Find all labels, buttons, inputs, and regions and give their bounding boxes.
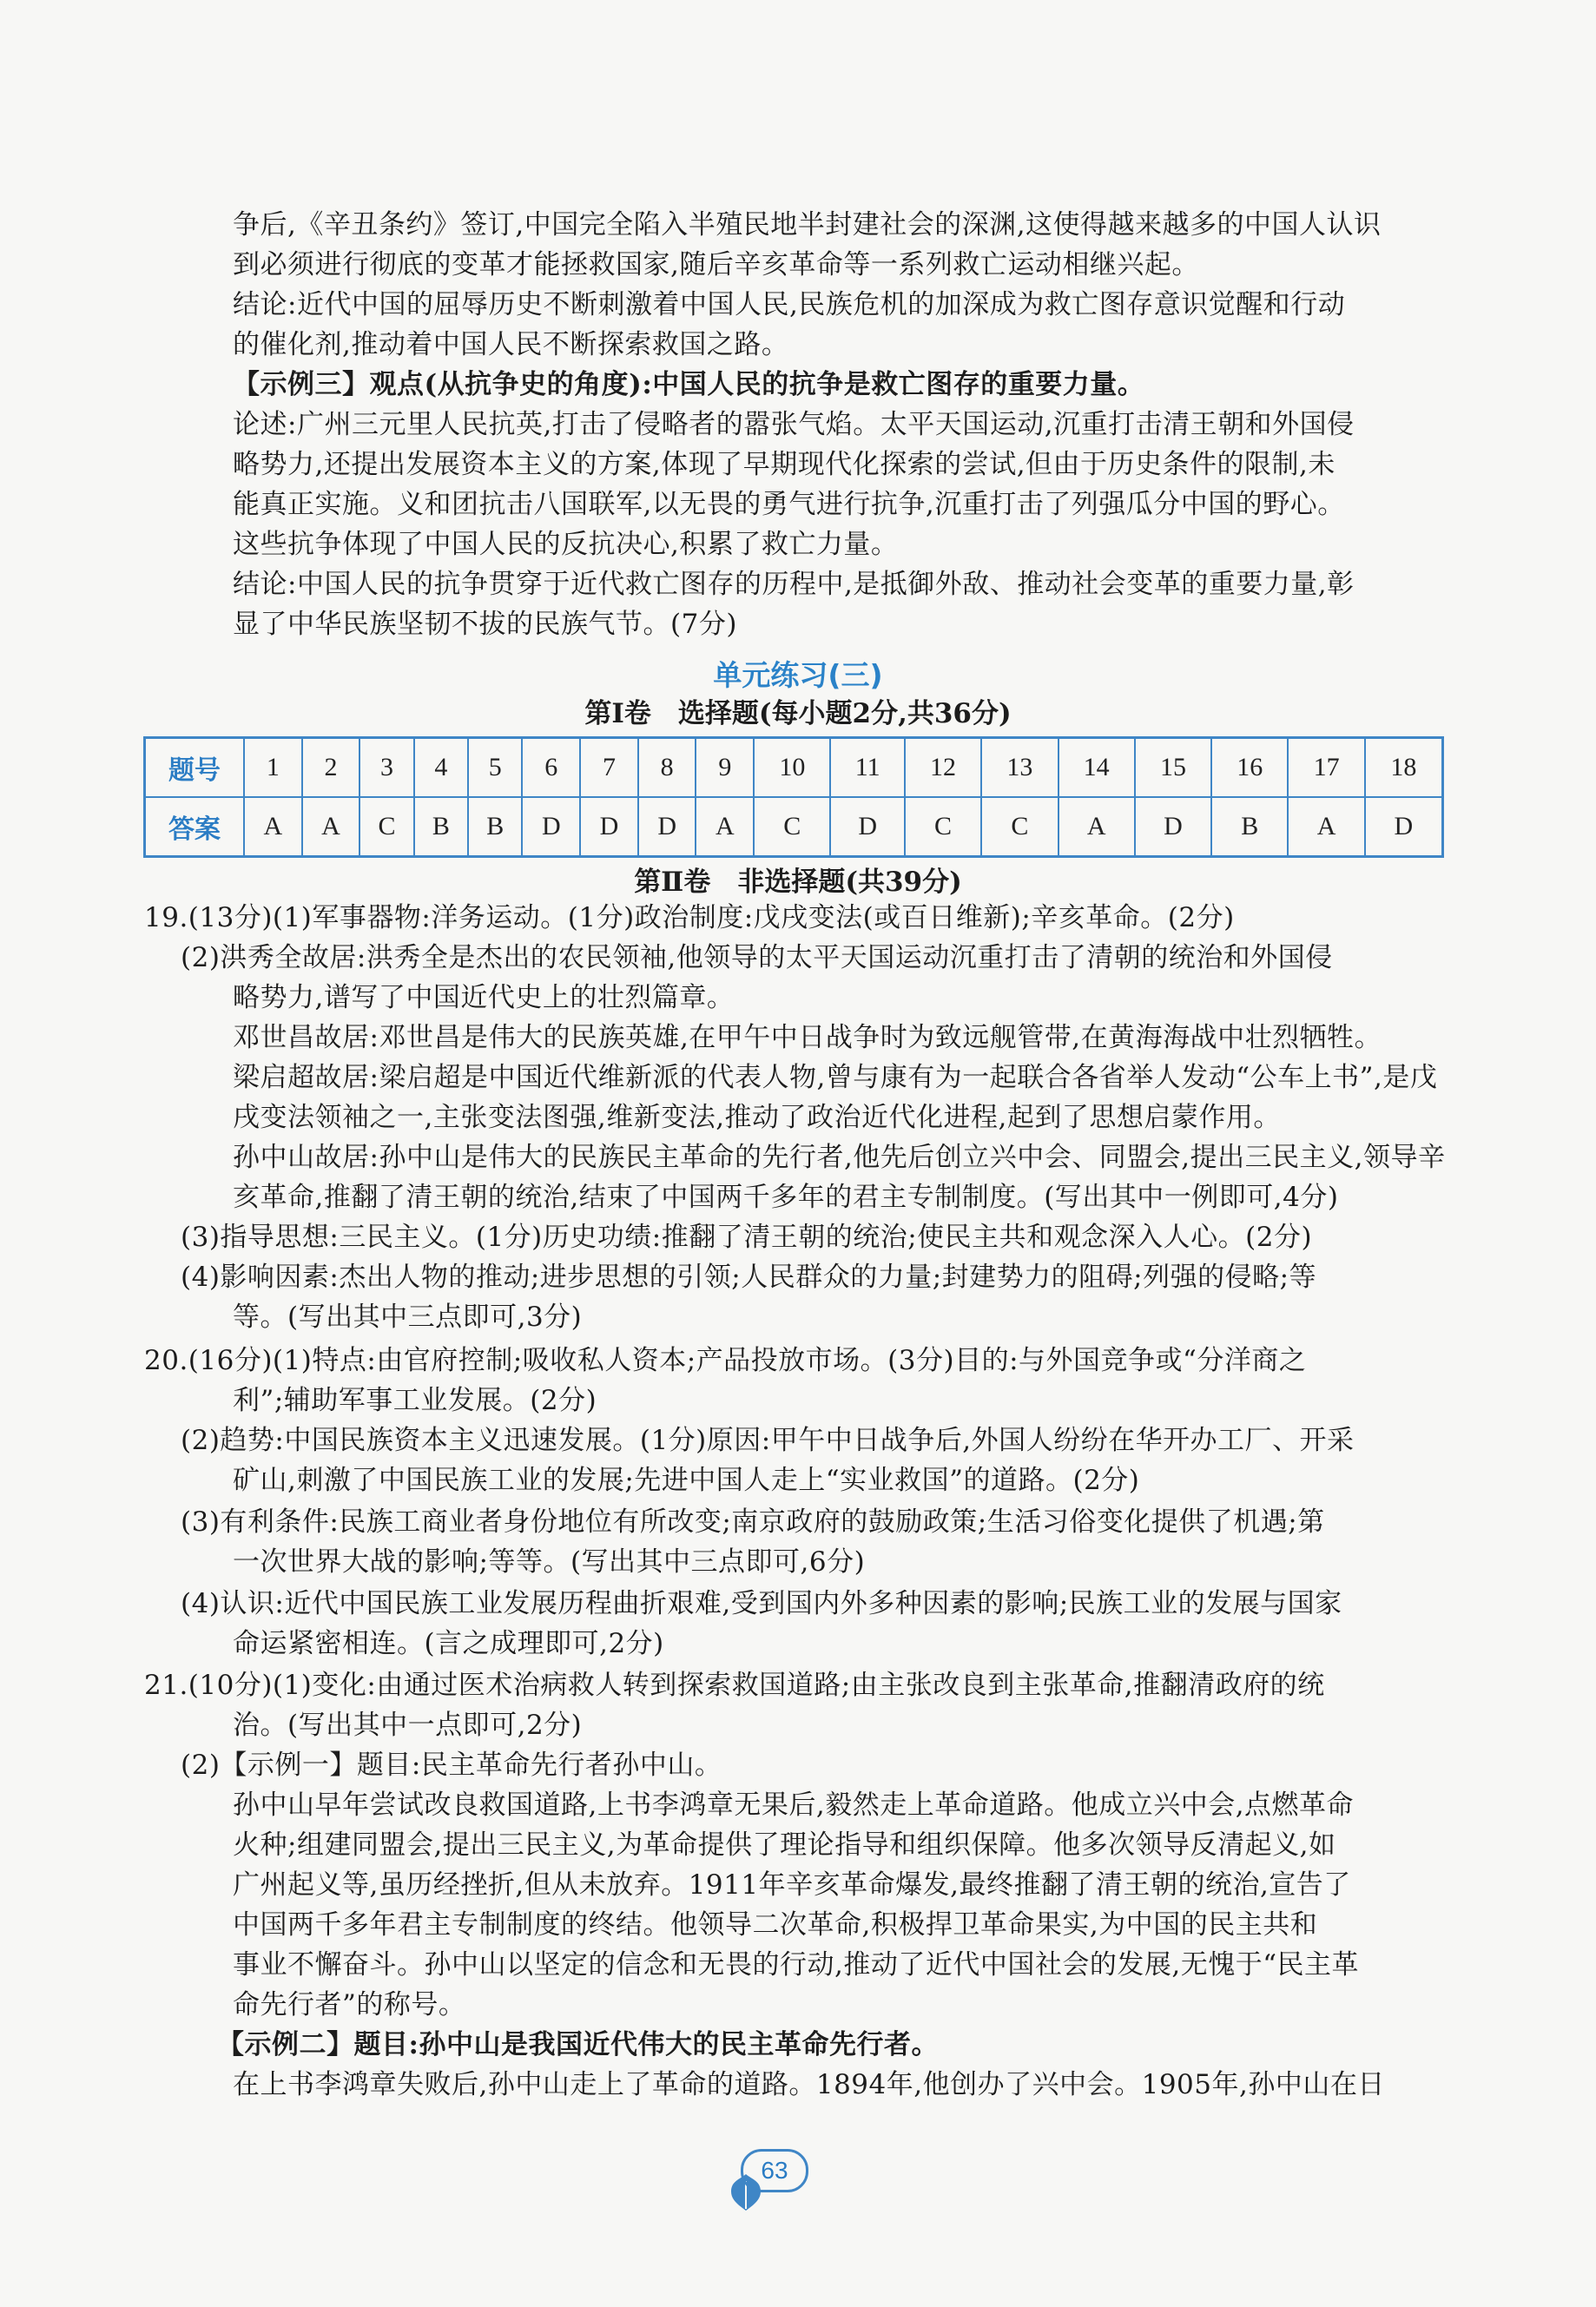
text-line: 到必须进行彻底的变革才能拯救国家,随后辛亥革命等一系列救亡运动相继兴起。 [233, 249, 1199, 280]
answer-cell: D [638, 797, 696, 857]
row-header: 答案 [145, 797, 245, 857]
text-line: 中国两千多年君主专制制度的终结。他领导二次革命,积极捍卫革命果实,为中国的民主共和 [233, 1909, 1318, 1941]
answer-cell: C [359, 797, 413, 857]
page-number: 63 [741, 2149, 808, 2192]
text-line: 利”;辅助军事工业发展。(2分) [233, 1385, 597, 1416]
text-line: 梁启超故居:梁启超是中国近代维新派的代表人物,曾与康有为一起联合各省举人发动“公车上书”,是戊 [233, 1062, 1438, 1093]
text-line: 争后,《辛丑条约》签订,中国完全陷入半殖民地半封建社会的深渊,这使得越来越多的中国人认识 [233, 209, 1382, 241]
text-line: 治。(写出其中一点即可,2分) [233, 1710, 583, 1741]
text-line: 戌变法领袖之一,主张变法图强,维新变法,推动了政治近代化进程,起到了思想启蒙作用。 [233, 1102, 1281, 1133]
text-line: 孙中山早年尝试改良救国道路,上书李鸿章无果后,毅然走上革命道路。他成立兴中会,点燃革命 [233, 1790, 1355, 1821]
text-line: 矿山,刺激了中国民族工业的发展;先进中国人走上“实业救国”的道路。(2分) [233, 1465, 1140, 1496]
answer-cell: B [468, 797, 522, 857]
answer-cell: D [1135, 797, 1211, 857]
question-number: 14 [1059, 738, 1135, 798]
question-number: 9 [696, 738, 754, 798]
text-line: 邓世昌故居:邓世昌是伟大的民族英雄,在甲午中日战争时为致远舰管带,在黄海海战中壮烈牺牲。 [233, 1022, 1382, 1053]
answer-cell: B [414, 797, 468, 857]
answer-cell: D [1365, 797, 1443, 857]
text-line: (4)认识:近代中国民族工业发展历程曲折艰难,受到国内外多种因素的影响;民族工业的发展与国家 [181, 1588, 1342, 1619]
text-line: 结论:中国人民的抗争贯穿于近代救亡图存的历程中,是抵御外敌、推动社会变革的重要力量,彰 [233, 569, 1355, 600]
text-line: (3)有利条件:民族工商业者身份地位有所改变;南京政府的鼓励政策;生活习俗变化提供了机遇;第 [181, 1506, 1325, 1538]
question-number-row [145, 738, 1443, 798]
text-line: 的催化剂,推动着中国人民不断探索救国之路。 [233, 329, 789, 360]
text-line: 19.(13分)(1)军事器物:洋务运动。(1分)政治制度:戊戌变法(或百日维新);辛亥革命。(2分) [144, 902, 1235, 933]
answer-cell: A [1059, 797, 1135, 857]
answer-cell: C [905, 797, 981, 857]
unit-title: 单元练习(三) [713, 658, 883, 692]
text-line: 在上书李鸿章失败后,孙中山走上了革命的道路。1894年,他创办了兴中会。1905年,孙中山在日 [233, 2069, 1385, 2100]
answer-cell: A [1288, 797, 1364, 857]
answer-cell: D [830, 797, 904, 857]
question-number: 2 [302, 738, 360, 798]
text-line: 广州起义等,虽历经挫折,但从未放弃。1911年辛亥革命爆发,最终推翻了清王朝的统治,宣告了 [233, 1869, 1351, 1901]
text-line: 亥革命,推翻了清王朝的统治,结束了中国两千多年的君主专制制度。(写出其中一例即可,4分) [233, 1182, 1339, 1213]
answer-row [145, 797, 1443, 857]
text-line: 论述:广州三元里人民抗英,打击了侵略者的嚣张气焰。太平天国运动,沉重打击清王朝和外国侵 [233, 409, 1355, 440]
text-line: 命运紧密相连。(言之成理即可,2分) [233, 1628, 664, 1659]
text-line: 孙中山故居:孙中山是伟大的民族民主革命的先行者,他先后创立兴中会、同盟会,提出三民主义,领导辛 [233, 1142, 1446, 1173]
text-line: 显了中华民族坚韧不拔的民族气节。(7分) [233, 609, 737, 640]
answer-cell: C [981, 797, 1058, 857]
question-number: 8 [638, 738, 696, 798]
text-line: 等。(写出其中三点即可,3分) [233, 1302, 583, 1333]
text-line: 这些抗争体现了中国人民的反抗决心,积累了救亡力量。 [233, 529, 899, 560]
answer-cell: A [302, 797, 360, 857]
answer-cell: D [580, 797, 638, 857]
section-title-choice: 第Ⅰ卷 选择题(每小题2分,共36分) [584, 698, 1012, 729]
question-number: 15 [1135, 738, 1211, 798]
answer-table [143, 736, 1444, 858]
text-line: (3)指导思想:三民主义。(1分)历史功绩:推翻了清王朝的统治;使民主共和观念深入人心。(2分) [181, 1222, 1313, 1253]
answer-cell: D [522, 797, 580, 857]
text-line: (2)洪秀全故居:洪秀全是杰出的农民领袖,他领导的太平天国运动沉重打击了清朝的统治和外国侵 [181, 942, 1333, 973]
answer-cell: A [244, 797, 302, 857]
text-line: 火种;组建同盟会,提出三民主义,为革命提供了理论指导和组织保障。他多次领导反清起义,如 [233, 1829, 1336, 1861]
question-number: 17 [1288, 738, 1364, 798]
text-line: 21.(10分)(1)变化:由通过医术治病救人转到探索救国道路;由主张改良到主张革命,推翻清政府的统 [144, 1670, 1325, 1701]
text-line: 能真正实施。义和团抗击八国联军,以无畏的勇气进行抗争,沉重打击了列强瓜分中国的野心。 [233, 489, 1345, 520]
section-title-nonchoice: 第Ⅱ卷 非选择题(共39分) [634, 867, 962, 898]
question-number: 13 [981, 738, 1058, 798]
question-number: 4 [414, 738, 468, 798]
text-line: 20.(16分)(1)特点:由官府控制;吸收私人资本;产品投放市场。(3分)目的:与外国竞争或“分洋商之 [144, 1345, 1307, 1376]
text-line: 结论:近代中国的屈辱历史不断刺激着中国人民,民族危机的加深成为救亡图存意识觉醒和行动 [233, 289, 1346, 320]
example-heading: 【示例三】观点(从抗争史的角度):中国人民的抗争是救亡图存的重要力量。 [233, 369, 1145, 400]
answer-cell: C [754, 797, 830, 857]
question-number: 18 [1365, 738, 1443, 798]
example-heading: (2)【示例一】题目:民主革命先行者孙中山。 [181, 1750, 722, 1781]
text-line: (4)影响因素:杰出人物的推动;进步思想的引领;人民群众的力量;封建势力的阻碍;列强的侵略;等 [181, 1262, 1317, 1293]
text-line: 略势力,还提出发展资本主义的方案,体现了早期现代化探索的尝试,但由于历史条件的限制,未 [233, 449, 1335, 480]
question-number: 6 [522, 738, 580, 798]
example-heading: 【示例二】题目:孙中山是我国近代伟大的民主革命先行者。 [217, 2029, 939, 2060]
question-number: 1 [244, 738, 302, 798]
question-number: 5 [468, 738, 522, 798]
question-number: 16 [1211, 738, 1288, 798]
question-number: 10 [754, 738, 830, 798]
text-line: (2)趋势:中国民族资本主义迅速发展。(1分)原因:甲午中日战争后,外国人纷纷在华开办工厂、开采 [181, 1425, 1355, 1456]
question-number: 3 [359, 738, 413, 798]
question-number: 7 [580, 738, 638, 798]
row-header: 题号 [145, 738, 245, 798]
answer-cell: B [1211, 797, 1288, 857]
text-line: 一次世界大战的影响;等等。(写出其中三点即可,6分) [233, 1546, 866, 1578]
text-line: 略势力,谱写了中国近代史上的壮烈篇章。 [233, 982, 735, 1013]
question-number: 11 [830, 738, 904, 798]
question-number: 12 [905, 738, 981, 798]
text-line: 事业不懈奋斗。孙中山以坚定的信念和无畏的行动,推动了近代中国社会的发展,无愧于“民主革 [233, 1949, 1360, 1981]
text-line: 命先行者”的称号。 [233, 1989, 466, 2020]
answer-cell: A [696, 797, 754, 857]
